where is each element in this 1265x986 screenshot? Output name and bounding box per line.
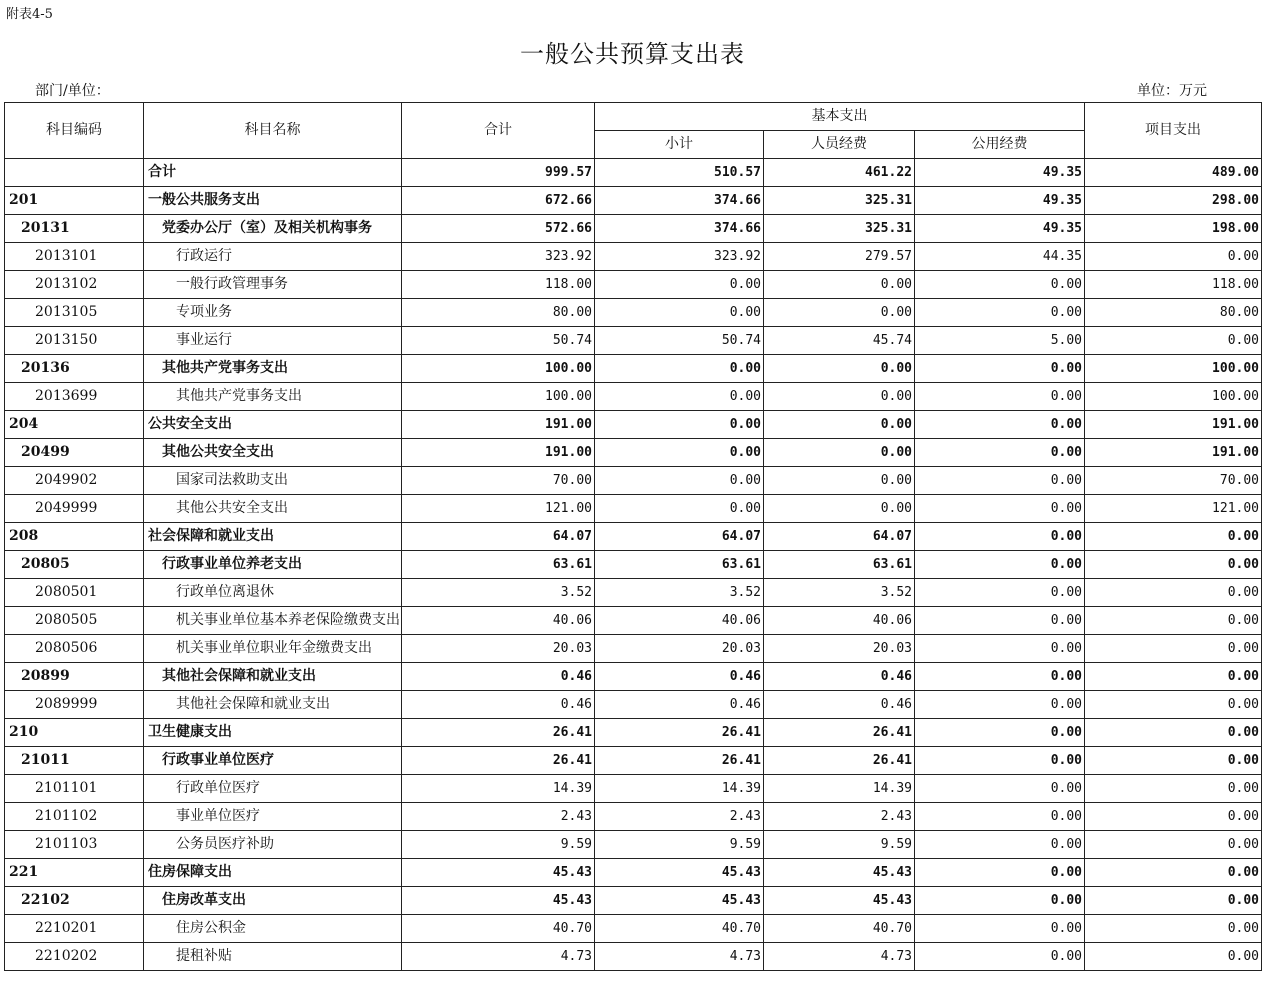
cell-project: 489.00 — [1085, 159, 1262, 187]
table-row — [5, 635, 1262, 663]
cell-project: 0.00 — [1085, 747, 1262, 775]
cell-subtotal: 14.39 — [595, 775, 764, 803]
table-row — [5, 719, 1262, 747]
cell-total: 100.00 — [402, 383, 595, 411]
cell-total: 672.66 — [402, 187, 595, 215]
page-title: 一般公共预算支出表 — [520, 40, 745, 68]
cell-name: 行政单位离退休 — [144, 579, 402, 607]
cell-code: 20805 — [5, 551, 144, 579]
cell-name: 事业运行 — [144, 327, 402, 355]
cell-code: 2080501 — [5, 579, 144, 607]
cell-name: 其他社会保障和就业支出 — [144, 663, 402, 691]
cell-public: 0.00 — [915, 803, 1085, 831]
cell-code: 204 — [5, 411, 144, 439]
cell-personnel: 14.39 — [764, 775, 915, 803]
cell-public: 49.35 — [915, 187, 1085, 215]
cell-total: 14.39 — [402, 775, 595, 803]
cell-personnel: 0.00 — [764, 271, 915, 299]
cell-name: 党委办公厅（室）及相关机构事务 — [144, 215, 402, 243]
cell-name: 其他公共安全支出 — [144, 439, 402, 467]
cell-personnel: 0.46 — [764, 663, 915, 691]
cell-total: 118.00 — [402, 271, 595, 299]
cell-code: 2210202 — [5, 943, 144, 971]
cell-personnel: 63.61 — [764, 551, 915, 579]
cell-project: 70.00 — [1085, 467, 1262, 495]
cell-personnel: 0.00 — [764, 383, 915, 411]
cell-public: 0.00 — [915, 915, 1085, 943]
cell-code: 210 — [5, 719, 144, 747]
cell-project: 80.00 — [1085, 299, 1262, 327]
cell-public: 0.00 — [915, 719, 1085, 747]
cell-personnel: 45.43 — [764, 887, 915, 915]
cell-project: 0.00 — [1085, 887, 1262, 915]
budget-table — [4, 102, 1262, 971]
cell-total: 2.43 — [402, 803, 595, 831]
cell-personnel: 45.43 — [764, 859, 915, 887]
cell-personnel: 2.43 — [764, 803, 915, 831]
cell-public: 0.00 — [915, 607, 1085, 635]
cell-subtotal: 323.92 — [595, 243, 764, 271]
table-row — [5, 215, 1262, 243]
cell-personnel: 4.73 — [764, 943, 915, 971]
table-row — [5, 551, 1262, 579]
cell-project: 0.00 — [1085, 691, 1262, 719]
cell-project: 0.00 — [1085, 803, 1262, 831]
cell-subtotal: 0.00 — [595, 439, 764, 467]
cell-code: 208 — [5, 523, 144, 551]
cell-public: 0.00 — [915, 523, 1085, 551]
cell-personnel: 3.52 — [764, 579, 915, 607]
table-row — [5, 299, 1262, 327]
table-row — [5, 663, 1262, 691]
cell-subtotal: 45.43 — [595, 859, 764, 887]
cell-public: 0.00 — [915, 411, 1085, 439]
table-row — [5, 831, 1262, 859]
cell-public: 0.00 — [915, 271, 1085, 299]
cell-total: 9.59 — [402, 831, 595, 859]
table-row — [5, 523, 1262, 551]
cell-subtotal: 374.66 — [595, 215, 764, 243]
table-row — [5, 355, 1262, 383]
cell-name: 其他共产党事务支出 — [144, 355, 402, 383]
cell-personnel: 26.41 — [764, 747, 915, 775]
cell-project: 0.00 — [1085, 635, 1262, 663]
cell-public: 0.00 — [915, 383, 1085, 411]
cell-subtotal: 40.06 — [595, 607, 764, 635]
cell-public: 5.00 — [915, 327, 1085, 355]
cell-subtotal: 20.03 — [595, 635, 764, 663]
table-row — [5, 887, 1262, 915]
cell-name: 其他公共安全支出 — [144, 495, 402, 523]
table-row — [5, 859, 1262, 887]
cell-total: 323.92 — [402, 243, 595, 271]
cell-code: 2049999 — [5, 495, 144, 523]
table-row — [5, 803, 1262, 831]
cell-public: 0.00 — [915, 775, 1085, 803]
cell-total: 572.66 — [402, 215, 595, 243]
cell-code: 2013150 — [5, 327, 144, 355]
cell-total: 64.07 — [402, 523, 595, 551]
cell-project: 0.00 — [1085, 243, 1262, 271]
cell-public: 0.00 — [915, 299, 1085, 327]
cell-subtotal: 3.52 — [595, 579, 764, 607]
cell-public: 0.00 — [915, 831, 1085, 859]
cell-personnel: 0.00 — [764, 467, 915, 495]
cell-total: 70.00 — [402, 467, 595, 495]
cell-project: 0.00 — [1085, 327, 1262, 355]
cell-subtotal: 26.41 — [595, 747, 764, 775]
cell-project: 198.00 — [1085, 215, 1262, 243]
cell-total: 191.00 — [402, 439, 595, 467]
cell-public: 49.35 — [915, 215, 1085, 243]
table-row — [5, 187, 1262, 215]
table-body — [5, 159, 1262, 971]
cell-project: 0.00 — [1085, 607, 1262, 635]
cell-code: 20136 — [5, 355, 144, 383]
cell-personnel: 26.41 — [764, 719, 915, 747]
cell-subtotal: 510.57 — [595, 159, 764, 187]
cell-code: 2101103 — [5, 831, 144, 859]
table-row — [5, 243, 1262, 271]
cell-subtotal: 64.07 — [595, 523, 764, 551]
cell-personnel: 0.00 — [764, 439, 915, 467]
header-public: 公用经费 — [915, 131, 1085, 159]
cell-personnel: 40.70 — [764, 915, 915, 943]
cell-name: 其他共产党事务支出 — [144, 383, 402, 411]
cell-subtotal: 0.00 — [595, 383, 764, 411]
cell-name: 提租补贴 — [144, 943, 402, 971]
cell-code: 2210201 — [5, 915, 144, 943]
header-name: 科目名称 — [144, 103, 402, 159]
cell-code: 2013105 — [5, 299, 144, 327]
cell-personnel: 0.00 — [764, 299, 915, 327]
cell-personnel: 0.00 — [764, 411, 915, 439]
cell-public: 0.00 — [915, 691, 1085, 719]
cell-project: 100.00 — [1085, 355, 1262, 383]
cell-name: 一般公共服务支出 — [144, 187, 402, 215]
cell-code: 2013101 — [5, 243, 144, 271]
cell-name: 机关事业单位职业年金缴费支出 — [144, 635, 402, 663]
cell-personnel: 325.31 — [764, 215, 915, 243]
cell-subtotal: 374.66 — [595, 187, 764, 215]
cell-personnel: 64.07 — [764, 523, 915, 551]
cell-code: 20131 — [5, 215, 144, 243]
cell-name: 住房公积金 — [144, 915, 402, 943]
cell-public: 0.00 — [915, 635, 1085, 663]
table-header — [5, 103, 1262, 159]
cell-name: 国家司法救助支出 — [144, 467, 402, 495]
cell-personnel: 0.00 — [764, 355, 915, 383]
cell-name: 住房改革支出 — [144, 887, 402, 915]
unit-label: 单位：万元 — [1137, 83, 1207, 99]
cell-name: 公共安全支出 — [144, 411, 402, 439]
cell-subtotal: 0.00 — [595, 411, 764, 439]
cell-name: 其他社会保障和就业支出 — [144, 691, 402, 719]
cell-total: 100.00 — [402, 355, 595, 383]
table-row — [5, 691, 1262, 719]
department-label: 部门/单位： — [35, 83, 110, 99]
cell-project: 0.00 — [1085, 579, 1262, 607]
cell-personnel: 0.46 — [764, 691, 915, 719]
cell-total: 0.46 — [402, 691, 595, 719]
cell-name: 机关事业单位基本养老保险缴费支出 — [144, 607, 402, 635]
cell-public: 0.00 — [915, 887, 1085, 915]
cell-total: 80.00 — [402, 299, 595, 327]
cell-subtotal: 0.46 — [595, 691, 764, 719]
cell-public: 0.00 — [915, 495, 1085, 523]
cell-project: 0.00 — [1085, 663, 1262, 691]
cell-total: 121.00 — [402, 495, 595, 523]
table-row — [5, 439, 1262, 467]
cell-personnel: 325.31 — [764, 187, 915, 215]
cell-code: 2089999 — [5, 691, 144, 719]
cell-code: 20899 — [5, 663, 144, 691]
cell-total: 63.61 — [402, 551, 595, 579]
cell-total: 191.00 — [402, 411, 595, 439]
table-row — [5, 383, 1262, 411]
cell-personnel: 45.74 — [764, 327, 915, 355]
cell-project: 0.00 — [1085, 943, 1262, 971]
cell-code: 2080505 — [5, 607, 144, 635]
table-row — [5, 747, 1262, 775]
header-personnel: 人员经费 — [764, 131, 915, 159]
table-row — [5, 495, 1262, 523]
cell-subtotal: 0.00 — [595, 271, 764, 299]
cell-name: 行政事业单位养老支出 — [144, 551, 402, 579]
table-row — [5, 607, 1262, 635]
table-row — [5, 327, 1262, 355]
cell-subtotal: 0.00 — [595, 467, 764, 495]
table-row — [5, 775, 1262, 803]
cell-subtotal: 26.41 — [595, 719, 764, 747]
cell-code — [5, 159, 144, 187]
cell-subtotal: 2.43 — [595, 803, 764, 831]
cell-total: 26.41 — [402, 747, 595, 775]
cell-public: 0.00 — [915, 579, 1085, 607]
table-row — [5, 943, 1262, 971]
cell-total: 4.73 — [402, 943, 595, 971]
cell-name: 行政单位医疗 — [144, 775, 402, 803]
cell-total: 50.74 — [402, 327, 595, 355]
cell-public: 0.00 — [915, 747, 1085, 775]
cell-subtotal: 40.70 — [595, 915, 764, 943]
table-row — [5, 915, 1262, 943]
cell-total: 3.52 — [402, 579, 595, 607]
cell-code: 2101102 — [5, 803, 144, 831]
cell-total: 999.57 — [402, 159, 595, 187]
cell-project: 0.00 — [1085, 859, 1262, 887]
header-total: 合计 — [402, 103, 595, 159]
cell-code: 2013102 — [5, 271, 144, 299]
header-basic: 基本支出 — [595, 103, 1085, 131]
attachment-label: 附表4-5 — [6, 7, 53, 22]
cell-public: 44.35 — [915, 243, 1085, 271]
cell-name: 行政运行 — [144, 243, 402, 271]
cell-subtotal: 45.43 — [595, 887, 764, 915]
cell-code: 22102 — [5, 887, 144, 915]
cell-personnel: 40.06 — [764, 607, 915, 635]
cell-personnel: 461.22 — [764, 159, 915, 187]
cell-public: 49.35 — [915, 159, 1085, 187]
cell-name: 社会保障和就业支出 — [144, 523, 402, 551]
cell-code: 221 — [5, 859, 144, 887]
cell-personnel: 9.59 — [764, 831, 915, 859]
table-row — [5, 271, 1262, 299]
cell-project: 191.00 — [1085, 411, 1262, 439]
cell-public: 0.00 — [915, 663, 1085, 691]
cell-total: 0.46 — [402, 663, 595, 691]
cell-subtotal: 0.00 — [595, 495, 764, 523]
cell-code: 2013699 — [5, 383, 144, 411]
table-row — [5, 159, 1262, 187]
cell-name: 行政事业单位医疗 — [144, 747, 402, 775]
cell-project: 298.00 — [1085, 187, 1262, 215]
cell-code: 2049902 — [5, 467, 144, 495]
table-row — [5, 467, 1262, 495]
cell-name: 公务员医疗补助 — [144, 831, 402, 859]
header-code: 科目编码 — [5, 103, 144, 159]
cell-subtotal: 50.74 — [595, 327, 764, 355]
cell-name: 住房保障支出 — [144, 859, 402, 887]
cell-subtotal: 0.00 — [595, 299, 764, 327]
cell-project: 0.00 — [1085, 915, 1262, 943]
cell-project: 0.00 — [1085, 775, 1262, 803]
header-project: 项目支出 — [1085, 103, 1262, 159]
table-row — [5, 411, 1262, 439]
cell-project: 191.00 — [1085, 439, 1262, 467]
cell-public: 0.00 — [915, 467, 1085, 495]
cell-total: 26.41 — [402, 719, 595, 747]
cell-code: 201 — [5, 187, 144, 215]
cell-subtotal: 0.00 — [595, 355, 764, 383]
cell-total: 45.43 — [402, 859, 595, 887]
cell-public: 0.00 — [915, 943, 1085, 971]
cell-total: 45.43 — [402, 887, 595, 915]
table-row — [5, 579, 1262, 607]
cell-total: 40.70 — [402, 915, 595, 943]
cell-name: 事业单位医疗 — [144, 803, 402, 831]
cell-project: 121.00 — [1085, 495, 1262, 523]
cell-subtotal: 9.59 — [595, 831, 764, 859]
cell-name: 合计 — [144, 159, 402, 187]
cell-total: 20.03 — [402, 635, 595, 663]
cell-project: 0.00 — [1085, 719, 1262, 747]
cell-subtotal: 4.73 — [595, 943, 764, 971]
cell-total: 40.06 — [402, 607, 595, 635]
cell-personnel: 279.57 — [764, 243, 915, 271]
cell-subtotal: 0.46 — [595, 663, 764, 691]
cell-name: 一般行政管理事务 — [144, 271, 402, 299]
cell-subtotal: 63.61 — [595, 551, 764, 579]
cell-project: 0.00 — [1085, 551, 1262, 579]
cell-public: 0.00 — [915, 439, 1085, 467]
cell-project: 118.00 — [1085, 271, 1262, 299]
cell-code: 21011 — [5, 747, 144, 775]
cell-public: 0.00 — [915, 551, 1085, 579]
header-subtotal: 小计 — [595, 131, 764, 159]
cell-personnel: 0.00 — [764, 495, 915, 523]
cell-project: 100.00 — [1085, 383, 1262, 411]
cell-name: 专项业务 — [144, 299, 402, 327]
cell-project: 0.00 — [1085, 523, 1262, 551]
cell-name: 卫生健康支出 — [144, 719, 402, 747]
cell-code: 2080506 — [5, 635, 144, 663]
cell-code: 2101101 — [5, 775, 144, 803]
cell-code: 20499 — [5, 439, 144, 467]
cell-public: 0.00 — [915, 355, 1085, 383]
cell-personnel: 20.03 — [764, 635, 915, 663]
cell-project: 0.00 — [1085, 831, 1262, 859]
cell-public: 0.00 — [915, 859, 1085, 887]
